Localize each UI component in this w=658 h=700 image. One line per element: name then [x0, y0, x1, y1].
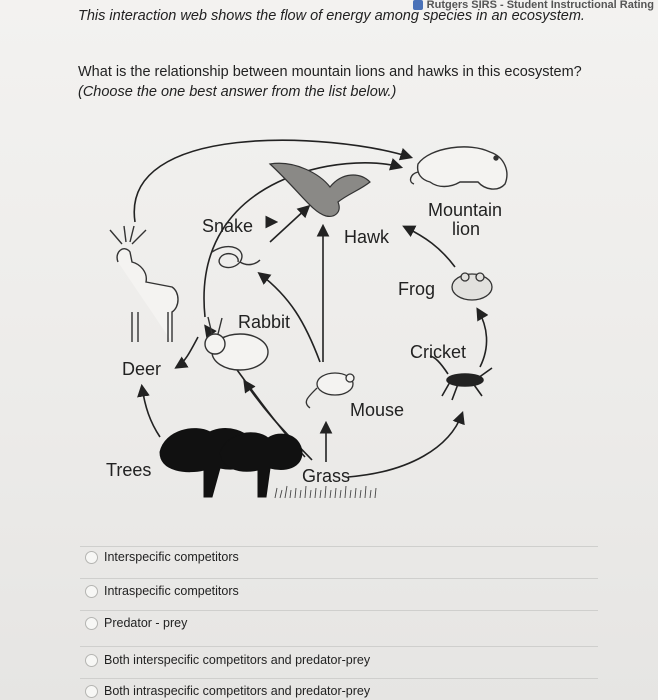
option-radio[interactable]: [85, 685, 98, 698]
question-prompt-block: [78, 62, 638, 102]
option-label: Both intraspecific competitors and predator-prey: [104, 684, 371, 698]
option-divider: [80, 610, 598, 611]
option-label: Both interspecific competitors and predator-prey: [104, 653, 371, 667]
label-trees: Trees: [106, 460, 152, 480]
question-intro: This interaction web shows the flow of energy among species in an ecosystem.: [78, 8, 585, 24]
label-mountain-lion-line1: Mountain: [428, 200, 503, 220]
arrow-snake-to-hawk: [270, 207, 308, 242]
label-hawk: Hawk: [344, 227, 390, 247]
option-radio[interactable]: [85, 585, 98, 598]
mountain-lion-icon: [411, 147, 507, 189]
question-hint: (Choose the one best answer from the list below.): [78, 84, 397, 100]
label-grass: Grass: [302, 466, 351, 486]
label-cricket: Cricket: [410, 342, 467, 362]
question-prompt: What is the relationship between mountain lions and hawks in this ecosystem?: [78, 64, 582, 80]
arrow-grass-to-cricket: [348, 414, 462, 477]
option-both-interspecific[interactable]: [85, 653, 370, 667]
label-mouse: Mouse: [350, 400, 405, 420]
arrow-frog-to-lion: [405, 227, 455, 267]
arrow-rabbit-to-deer: [177, 337, 198, 367]
option-predator-prey[interactable]: [85, 616, 187, 630]
label-frog: Frog: [398, 279, 436, 299]
option-radio[interactable]: [85, 617, 98, 630]
option-divider: [80, 546, 598, 547]
label-rabbit: Rabbit: [238, 312, 291, 332]
option-radio[interactable]: [85, 654, 98, 667]
label-deer: Deer: [122, 359, 162, 379]
mouse-icon: [306, 373, 354, 408]
option-label: Predator - prey: [104, 616, 188, 630]
arrow-cricket-to-frog: [478, 310, 487, 367]
snake-icon: [212, 247, 260, 268]
interaction-web-diagram: [80, 112, 550, 522]
option-label: Interspecific competitors: [104, 550, 239, 564]
hawk-icon: [270, 163, 370, 216]
deer-icon: [110, 226, 178, 342]
label-mountain-lion-line2: lion: [452, 219, 481, 239]
label-snake: Snake: [202, 216, 254, 236]
header-brand-text: Rutgers SIRS - Student Instructional Rating: [426, 0, 654, 11]
arrow-trees-to-deer: [142, 387, 160, 437]
grass-icon: [275, 486, 376, 498]
option-both-intraspecific[interactable]: [85, 684, 370, 698]
option-divider: [80, 646, 598, 647]
frog-icon: [452, 273, 492, 300]
option-divider: [80, 578, 598, 579]
option-divider: [80, 678, 598, 679]
option-interspecific[interactable]: [85, 550, 239, 564]
option-radio[interactable]: [85, 551, 98, 564]
option-label: Intraspecific competitors: [104, 584, 239, 598]
option-intraspecific[interactable]: [85, 584, 239, 598]
trees-icon: [160, 428, 302, 497]
